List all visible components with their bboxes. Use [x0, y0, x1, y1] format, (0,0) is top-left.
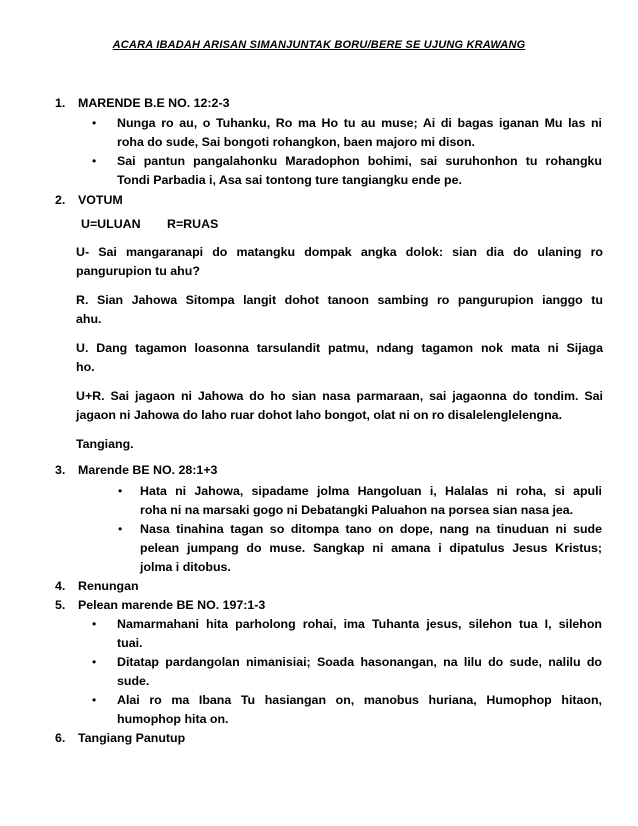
s2-p2-line2: ahu. — [76, 312, 102, 326]
s2-p5: Tangiang. — [76, 437, 134, 451]
s2-p4-line1: U+R. Sai jagaon ni Jahowa do ho sian nasa parmaraan, sai jagaonna do tondim. Sai — [76, 389, 603, 403]
section-4-number: 4. — [55, 579, 66, 593]
s2-p1-line2: pangurupion tu ahu? — [76, 264, 200, 278]
section-2-number: 2. — [55, 193, 66, 207]
s5-b3-line2: humophop hita on. — [117, 712, 229, 726]
bullet-icon: • — [92, 655, 97, 669]
document-title: ACARA IBADAH ARISAN SIMANJUNTAK BORU/BERE SE UJUNG KRAWANG — [112, 39, 526, 51]
s1-b2-line2: Tondi Parbadia i, Asa sai tontong ture tangiangku ende pe. — [117, 173, 462, 187]
s3-b2-line2: pelean jumpang do muse. Sangkap ni amana i dipatulus Jesus Kristus; — [140, 541, 602, 555]
bullet-icon: • — [92, 154, 97, 168]
bullet-icon: • — [92, 116, 97, 130]
ruas-label: R=RUAS — [167, 217, 219, 231]
section-6-number: 6. — [55, 731, 66, 745]
s5-b3-line1: Alai ro ma Ibana Tu hasiangan on, manobus huriana, Humophop hitaon, — [117, 693, 602, 707]
s2-p1-line1: U- Sai mangaranapi do matangku dompak angka dolok: sian dia do ulaning ro — [76, 245, 603, 259]
section-3-heading: Marende BE NO. 28:1+3 — [78, 463, 218, 477]
section-1-heading: MARENDE B.E NO. 12:2-3 — [78, 96, 230, 110]
section-1-number: 1. — [55, 96, 66, 110]
section-4-heading: Renungan — [78, 579, 139, 593]
s3-b1-line2: roha ni na marsaki gogo ni Debatangki Paluahon na porsea sian nasa jea. — [140, 503, 574, 517]
uluan-label: U=ULUAN — [81, 217, 141, 231]
section-5-heading: Pelean marende BE NO. 197:1-3 — [78, 598, 266, 612]
s1-b1-line2: roha do sude, Sai bongoti rohangkon, baen majoro mi dison. — [117, 135, 475, 149]
s3-b1-line1: Hata ni Jahowa, sipadame jolma Hangoluan i, Halalas ni roha, si apuli — [140, 484, 602, 498]
section-6-heading: Tangiang Panutup — [78, 731, 186, 745]
s5-b1-line2: tuai. — [117, 636, 143, 650]
bullet-icon: • — [118, 484, 123, 498]
section-3-number: 3. — [55, 463, 66, 477]
s3-b2-line3: jolma i ditobus. — [140, 560, 231, 574]
s1-b2-line1: Sai pantun pangalahonku Maradophon bohimi, sai suruhonhon tu rohangku — [117, 154, 602, 168]
bullet-icon: • — [118, 522, 123, 536]
bullet-icon: • — [92, 693, 97, 707]
s1-b1-line1: Nunga ro au, o Tuhanku, Ro ma Ho tu au muse; Ai di bagas iganan Mu las ni — [117, 116, 602, 130]
section-2-heading: VOTUM — [78, 193, 123, 207]
s2-p2-line1: R. Sian Jahowa Sitompa langit dohot tanoon sambing ro pangurupion ianggo tu — [76, 293, 603, 307]
s2-p3-line2: ho. — [76, 360, 95, 374]
bullet-icon: • — [92, 617, 97, 631]
s2-p4-line2: jagaon ni Jahowa do laho ruar dohot laho bongot, olat ni on ro disalelenglelengna. — [76, 408, 563, 422]
s5-b1-line1: Namarmahani hita parholong rohai, ima Tuhanta jesus, silehon tua I, silehon — [117, 617, 602, 631]
s5-b2-line1: Ditatap pardangolan nimanisiai; Soada hasonangan, na lilu do sude, nalilu do — [117, 655, 602, 669]
s3-b2-line1: Nasa tinahina tagan so ditompa tano on dope, nang na tinuduan ni sude — [140, 522, 602, 536]
s2-p3-line1: U. Dang tagamon loasonna tarsulandit patmu, ndang tagamon nok mata ni Sijaga — [76, 341, 603, 355]
s5-b2-line2: sude. — [117, 674, 150, 688]
section-5-number: 5. — [55, 598, 66, 612]
